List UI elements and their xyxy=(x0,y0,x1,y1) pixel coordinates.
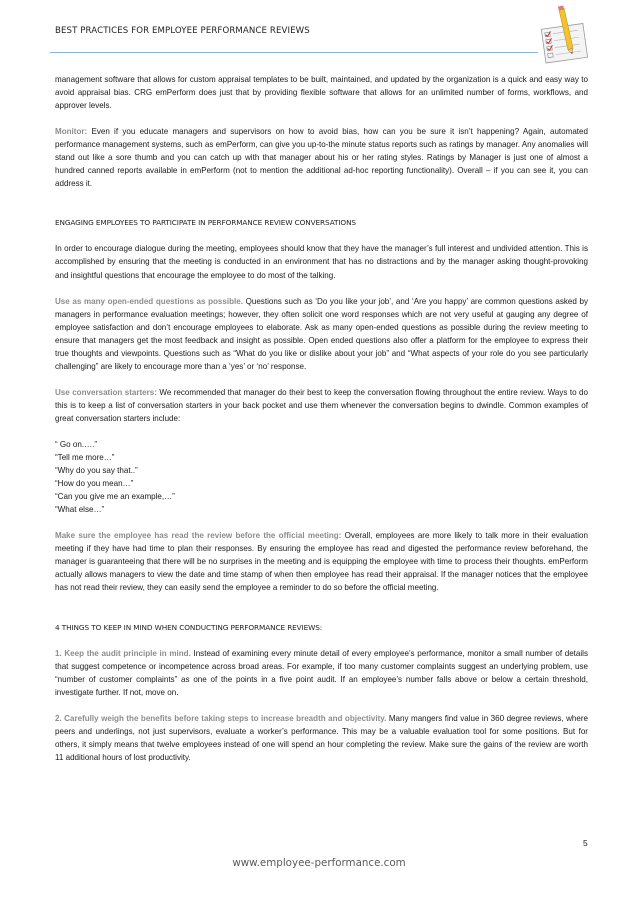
quote-line: “Can you give me an example,…” xyxy=(55,492,175,502)
paragraph-text: Overall, employees are more likely to talk more in their evaluation meeting if they have had time to plan their responses. By ensuring the employee has read and digested the performance review beforehand, the manager is guaranteeing that there will be no surprises in the meeting and is equipping the employee with time to process their thoughts. emPerform actually allows managers to view the date and time stamp of when then employee has read their appraisal. If the manager notices that the employee has not read their review, they can easily send the employee a reminder to do so before the official meeting. xyxy=(55,531,588,593)
paragraph-lead: 1. Keep the audit principle in mind. xyxy=(55,648,191,658)
quote-line: “What else…” xyxy=(55,505,105,515)
paragraph-open-ended xyxy=(55,295,588,373)
paragraph-lead: Make sure the employee has read the review before the official meeting: xyxy=(55,531,342,541)
paragraph-lead: Monitor: xyxy=(55,127,88,137)
paragraph-conversation-starters xyxy=(55,386,588,425)
paragraph-lead: 2. Carefully weigh the benefits before taking steps to increase breadth and objectivity. xyxy=(55,713,387,723)
paragraph-text: Instead of examining every minute detail of every employee’s performance, monitor a small number of details that suggest competence or incompetence across broad areas. For example, if too many customer complaints suggest an underlying problem, use “number of customer complaints” as one of the points in a five point audit. If an employee’s number falls above or below a certain threshold, investigate further. If not, move on. xyxy=(55,648,588,697)
quote-line: “ Go on.….” xyxy=(55,439,98,449)
paragraph-text: Questions such as ‘Do you like your job’, and ‘Are you happy’ are common questions asked by managers in performance evaluation meetings; however, they often solicit one word responses which are not very useful at gauging any degree of employee satisfaction and don’t encourage employees to elaborate. Ask as many open-ended questions as possible during the review meeting to ensure that managers get the most feedback and insight as possible. Open ended questions also offer a platform for the employee to express their true thoughts and viewpoints. Questions such as “What do you like or dislike about your job” and “What aspects of your role do you see particularly challenging” are likely to encourage more than a ‘yes’ or ‘no’ response. xyxy=(55,296,589,371)
paragraph-text: Many mangers find value in 360 degree reviews, where peers and underlings, not just supervisors, evaluate a worker’s performance. This may be a valuable evaluation tool for some positions. But for others, it simply means that twelve employees instead of one will spend an hour completing the review. Make sure the gains of the review are worth 11 additional hours of lost productivity. xyxy=(55,713,589,762)
header-divider xyxy=(50,52,538,53)
paragraph-text: We recommended that manager do their best to keep the conversation flowing throughout the entire review. Ways to do this is to keep a list of conversation starters in your back pocket and use them whenever the conversation begins to dwindle. Common examples of great conversation starters include: xyxy=(55,387,588,423)
section-heading: ENGAGING EMPLOYEES TO PARTICIPATE IN PERFORMANCE REVIEW CONVERSATIONS xyxy=(55,218,356,228)
paragraph-intro: management software that allows for custom appraisal templates to be built, maintained, and updated by the organization is a quick and easy way to avoid appraisal bias. CRG emPerform does just that by providing flexible software that allows for an unlimited number of forms, workflows, and approver levels. xyxy=(55,75,588,111)
quote-line: “Why do you say that..” xyxy=(55,466,138,476)
paragraph-lead: Use as many open-ended questions as possible. xyxy=(55,296,243,306)
paragraph-read-review xyxy=(55,529,588,594)
paragraph-dialogue: In order to encourage dialogue during the meeting, employees should know that they have the manager’s full interest and undivided attention. This is accomplished by ensuring that the meeting is conducted in an environment that has no distractions and by the manager asking thought-provoking and insightful questions that encourage the employee to do most of the talking. xyxy=(55,244,588,280)
paragraph-audit-principle xyxy=(55,647,588,699)
paragraph-monitor xyxy=(55,125,588,190)
header-title: BEST PRACTICES FOR EMPLOYEE PERFORMANCE REVIEWS xyxy=(55,26,310,36)
checklist-pencil-icon xyxy=(537,4,595,66)
quote-line: “How do you mean…” xyxy=(55,479,134,489)
paragraph-text: Even if you educate managers and supervisors on how to avoid bias, how can you be sure it isn’t happening? Again, automated performance management systems, such as emPerform, can give you up-to-the minute status reports such as ratings by manager. Any anomalies will stand out like a sore thumb and you can catch up with that manager about his or her rating styles. Ratings by Manager is just one of almost a hundred canned reports available in emPerform (not to mention the additional ad-hoc reporting functionality). Overall – if you can see it, you can address it. xyxy=(55,127,588,189)
quote-line: “Tell me more…” xyxy=(55,453,115,463)
paragraph-lead: Use conversation starters: xyxy=(55,387,157,397)
page-number: 5 xyxy=(583,838,588,848)
section-heading: 4 THINGS TO KEEP IN MIND WHEN CONDUCTING PERFORMANCE REVIEWS: xyxy=(55,622,323,632)
footer-url: www.employee-performance.com xyxy=(232,857,406,869)
document-body xyxy=(55,73,588,764)
paragraph-weigh-benefits xyxy=(55,712,588,764)
